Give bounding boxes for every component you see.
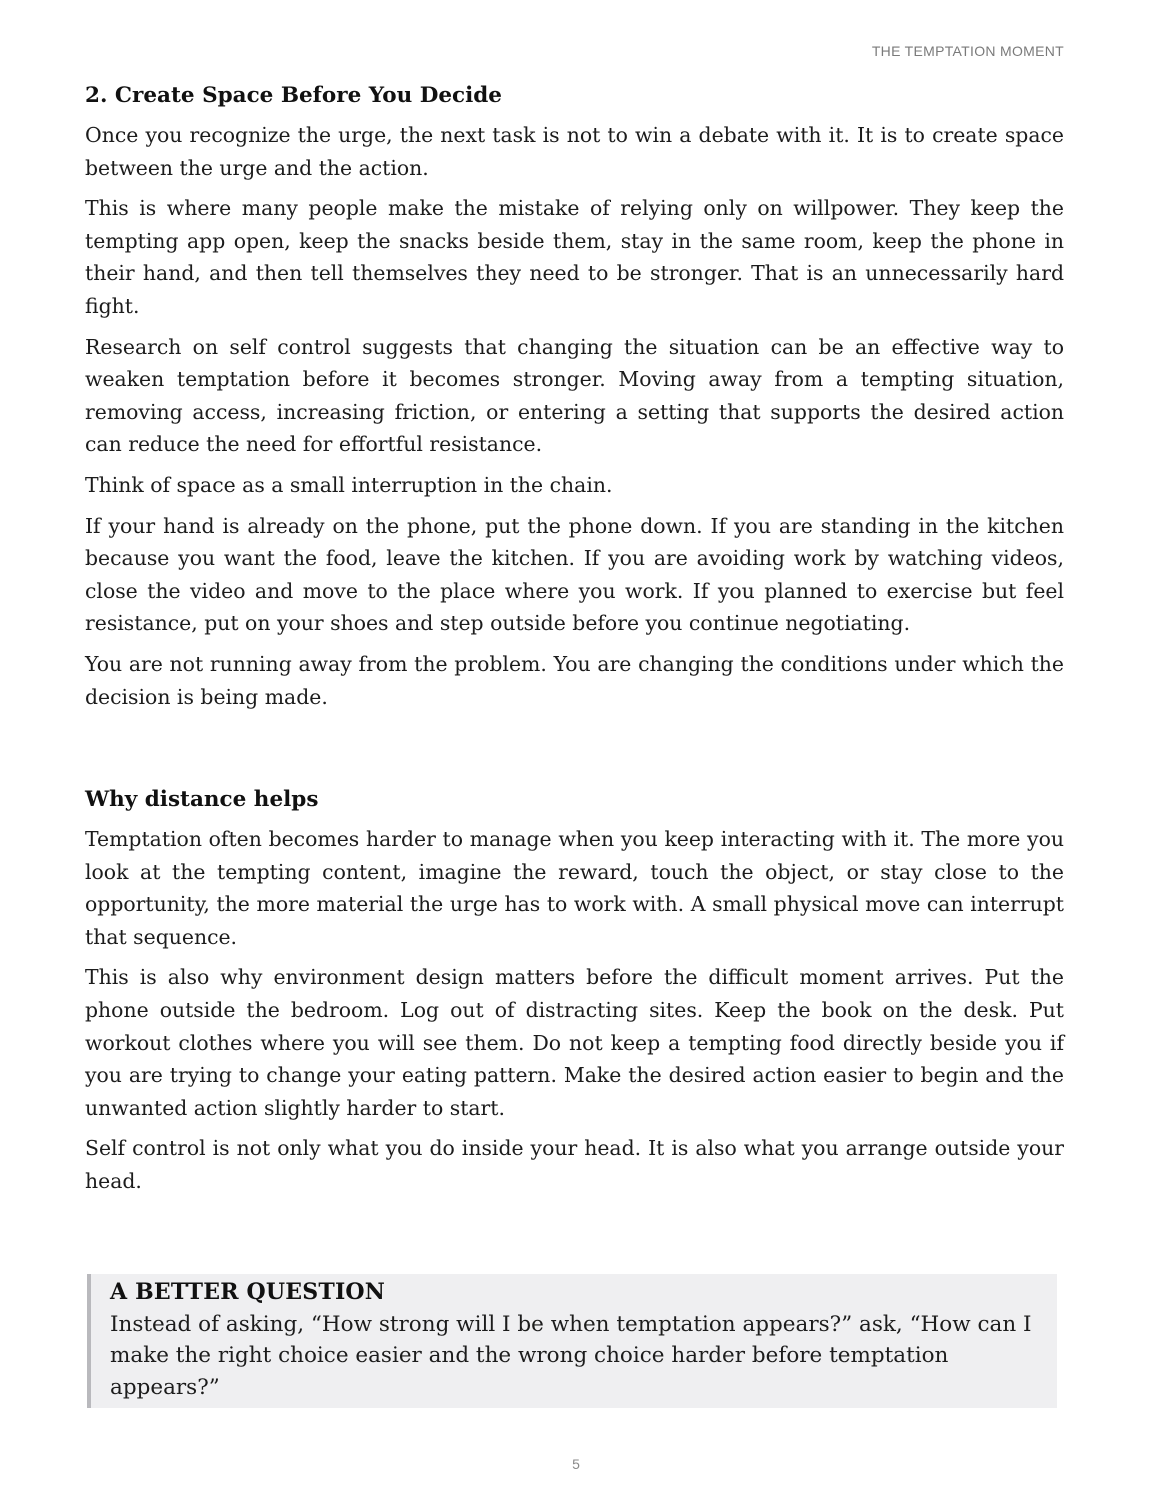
page-body [85,80,1064,1206]
body-paragraph: Think of space as a small interruption in the chain. [85,472,613,497]
body-paragraph: Temptation often becomes harder to manage when you keep interacting with it. The more you look at the tempting content, imagine the reward, touch the object, or stay close to the opportunity, the more material the urge has to work with. A small physical move can interrupt that sequence. [85,827,1064,949]
page-number: 5 [572,1456,580,1472]
subsection-heading: Why distance helps [85,787,319,813]
callout-title: A BETTER QUESTION [110,1279,386,1305]
section-heading: 2. Create Space Before You Decide [85,83,502,108]
body-paragraph: Self control is not only what you do inside your head. It is also what you arrange outside your head. [85,1136,1064,1194]
body-paragraph: Once you recognize the urge, the next task is not to win a debate with it. It is to create space between the urge and the action. [85,123,1064,180]
body-paragraph: You are not running away from the problem. You are changing the conditions under which the decision is being made. [85,651,1064,709]
body-paragraph: Research on self control suggests that changing the situation can be an effective way to weaken temptation before it becomes stronger. Moving away from a tempting situation, removing access, increasing friction, or entering a setting that supports the desired action can reduce the need for effortful resistance. [85,334,1064,457]
body-paragraph: This is also why environment design matters before the difficult moment arrives. Put the phone outside the bedroom. Log out of distracting sites. Keep the book on the desk. Put workout clothes where you will see them. Do not keep a tempting food directly beside you if you are trying to change your eating pattern. Make the desired action easier to begin and the unwanted action slightly harder to start. [85,965,1064,1120]
callout-text: Instead of asking, “How strong will I be when temptation appears?” ask, “How can I make the right choice easier and the wrong choice harder before temptation appears?” [110,1311,1032,1400]
body-paragraph: If your hand is already on the phone, put the phone down. If you are standing in the kitchen because you want the food, leave the kitchen. If you are avoiding work by watching videos, close the video and move to the place where you work. If you planned to exercise but feel resistance, put on your shoes and step outside before you continue negotiating. [85,513,1064,636]
body-paragraph: This is where many people make the mistake of relying only on willpower. They keep the tempting app open, keep the snacks beside them, stay in the same room, keep the phone in their hand, and then tell themselves they need to be stronger. That is an unnecessarily hard fight. [85,196,1064,318]
running-header: THE TEMPTATION MOMENT [871,43,1064,59]
callout-box [87,1274,1057,1408]
